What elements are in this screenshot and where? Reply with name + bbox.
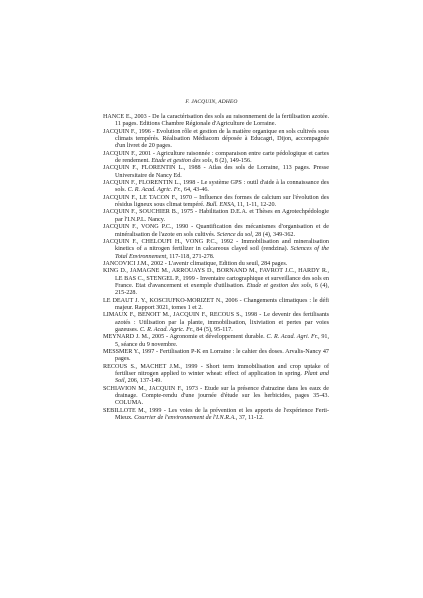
reference-text: MESSMER Y., 1997 - Fertilisation P-K en Lorraine : le cahier des doses. Arvalis-Nancy 47 pages. — [103, 349, 329, 363]
reference-item — [103, 224, 329, 239]
reference-volume: , 206, 137-149. — [124, 378, 162, 385]
reference-item — [103, 298, 329, 313]
reference-volume: , 28 (4), 349-362. — [252, 231, 296, 238]
reference-list — [103, 114, 329, 422]
reference-journal: Science du sol — [216, 231, 253, 238]
reference-text: SEBILLOTE M., 1999 - Les voies de la prévention et les apports de l'expérience Ferti-Mieux. — [103, 407, 329, 422]
reference-text: JACQUIN F., VONG P.C., 1990 - Quantification des mécanismes d'organisation et de minéralisation de l'azote en sols cultivés. — [103, 224, 329, 238]
reference-text: JACQUIN F., SOUCHIER B., 1975 - Habilitation D.E.A. et Thèses en Agrotechpédologie par l'I.N.P.L. Nancy. — [103, 209, 329, 223]
reference-volume: , 64, 43-46. — [180, 187, 209, 194]
reference-item — [103, 151, 329, 166]
reference-item — [103, 312, 329, 334]
reference-text: JANCOVICI J.M., 2002 - L'avenir climatique, Edition du seuil, 284 pages. — [103, 260, 288, 267]
reference-item — [103, 268, 329, 297]
reference-journal: C. R. Acad. Agric. Fr. — [127, 187, 181, 194]
reference-text: JACQUIN F., 1996 - Evolution rôle et gestion de la matière organique en sols cultivés sous climats tempérés. Réalisation Médiacom déposée à Educagri, Dijon, accompagnée d'un livret de 20 pages. — [103, 128, 329, 150]
reference-item — [103, 408, 329, 423]
reference-text: LE DEAUT J. Y., KOSCIUFKO-MORIZET N., 2006 - Changements climatiques : le défi majeur. Rapport 3021, tomes 1 et 2. — [103, 297, 329, 311]
reference-journal: Courrier de l'environnement de l'I.N.R.A. — [134, 415, 236, 422]
reference-item — [103, 180, 329, 195]
reference-volume: , 6 (4), 215-228. — [115, 282, 329, 297]
reference-text: JACQUIN F., FLORENTIN L., 1998 - Le système GPS : outil d'aide à la connaissance des sols. — [103, 180, 329, 194]
reference-text: HANCE E., 2003 - De la caractérisation des sols au raisonnement de la fertilisation azotée. 11 pages. Editions Chambre Régionale d'Agriculture de Lorraine. — [103, 114, 329, 128]
reference-text: SCHIAVION M., JACQUIN F., 1973 - Etude sur la présence d'atrazine dans les eaux de drainage. Compte-rendu d'une journée d'étude sur les herbicides, pages 35-43. COLUMA. — [103, 385, 329, 407]
reference-text: JACQUIN F., CHELOUFI H., VONG P.C., 1992 - Immobilisation and mineralisation kinetics of a nitrogen fertilizer in calcareous clayed soil (rendzina). — [103, 238, 329, 253]
reference-item — [103, 239, 329, 261]
reference-text: MEYNARD J. M., 2005 - Agronomie et développement durable. — [103, 334, 267, 341]
reference-journal: Bull. ENSA — [206, 202, 235, 209]
reference-item — [103, 114, 329, 129]
reference-item — [103, 165, 329, 180]
reference-journal: Etude et gestion des sols — [246, 282, 311, 289]
reference-item — [103, 261, 329, 268]
reference-volume: , 37, 11-12. — [235, 415, 264, 422]
reference-volume: , 8 (2), 149-156. — [211, 158, 252, 165]
reference-volume: , 117-118, 271-278. — [166, 253, 215, 260]
reference-text: JACQUIN F., LE TACON F., 1970 – Influence des formes de calcium sur l'évolution des résidus ligneux sous climat tempéré. — [103, 194, 329, 209]
reference-text: JACQUIN F., 2001 - Agriculture raisonnée : comparaison entre carte pédologique et cartes de rendement. — [103, 150, 329, 165]
reference-item — [103, 349, 329, 364]
reference-text: LIMAUX F., BENOIT M., JACQUIN F., RECOUS S., 1998 - Le devenir des fertilisants azotés : Utilisation par la plante, immobilisation, lixiviation et pertes par voies gazeuses. — [103, 312, 329, 333]
reference-volume: , 11, 1-11, 12-20. — [234, 202, 277, 209]
reference-volume: , 84 (5), 95-117. — [193, 326, 233, 333]
reference-journal: Plant and Soil — [115, 371, 329, 385]
reference-item — [103, 195, 329, 210]
reference-journal: C. R. Acad. Agric. Fr. — [139, 326, 194, 333]
running-head: F. JACQUIN, ADHEO — [185, 99, 238, 105]
reference-journal: Sciences of the Total Environnement — [115, 246, 329, 260]
reference-text: KING D., JAMAGNE M., ARROUAYS D., BORNAND M., FAVROT J.C., HARDY R., LE BAS C., STENGEL P., 1999 - Inventaire cartographique et surveillance des sols en France. Etat d'avancement et exemple d'utilisation. — [103, 268, 329, 289]
reference-text: RECOUS S., MACHET J.M., 1999 - Short term immobilisation and crop uptake of fertiliser nitrogen applied to winter wheat: effect of application in spring. — [103, 363, 329, 378]
reference-item — [103, 334, 329, 349]
reference-text: JACQUIN F., FLORENTIN L., 1988 - Atlas des sols de Lorraine, 113 pages. Presse Universitaire de Nancy Ed. — [103, 165, 329, 179]
reference-item — [103, 386, 329, 408]
reference-item — [103, 209, 329, 224]
reference-volume: , 91, 5, séance du 9 novembre. — [115, 334, 330, 348]
reference-item — [103, 364, 329, 386]
reference-item — [103, 129, 329, 151]
reference-journal: Etude et gestion des sols — [151, 158, 212, 165]
reference-journal: C. R. Acad. Agri. Fr. — [266, 334, 318, 341]
